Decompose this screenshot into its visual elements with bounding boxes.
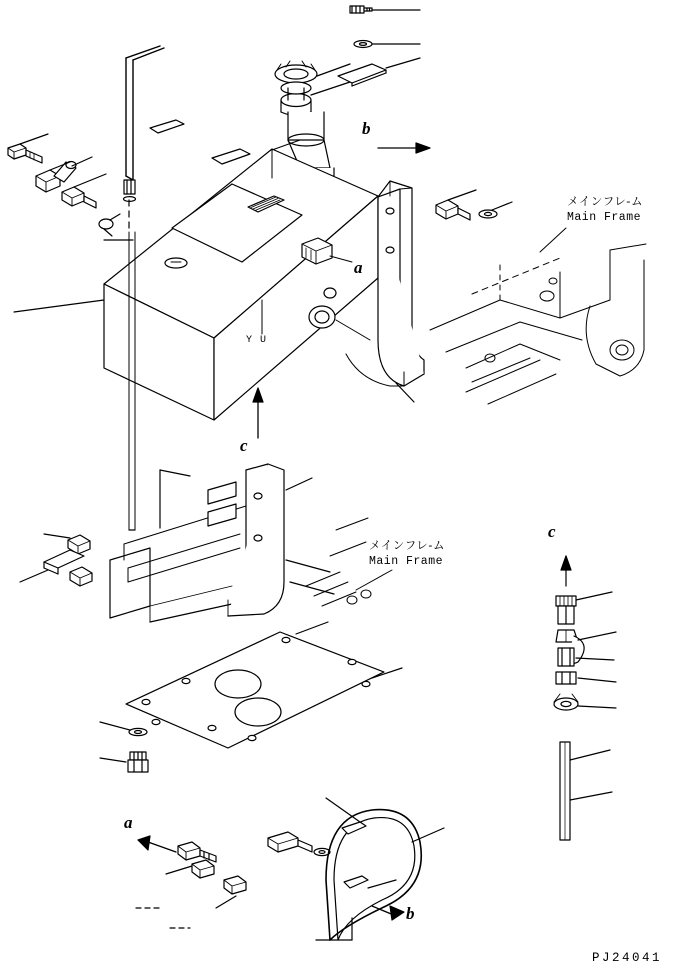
hydraulic-tank-body xyxy=(104,120,378,420)
bottom-hose-assembly xyxy=(136,798,444,940)
lower-mount-bracket xyxy=(110,464,334,622)
main-frame-lower-structure xyxy=(306,518,371,606)
main-frame-upper-jp: メインフレ-ム xyxy=(567,194,643,208)
main-frame-lower-en: Main Frame xyxy=(369,555,444,568)
callout-a-bottom: a xyxy=(124,813,133,832)
lower-left-nut-group xyxy=(20,534,92,586)
main-frame-lower-jp: メインフレ-ム xyxy=(369,538,445,552)
callout-c-middle: c xyxy=(240,436,248,455)
callout-c-right: c xyxy=(548,522,556,541)
upper-right-bolt-group xyxy=(436,190,512,220)
callout-b-bottom: b xyxy=(406,904,415,923)
main-frame-upper-structure xyxy=(430,244,646,404)
arrow-b-upper xyxy=(378,143,430,153)
view-mark-yu: Y U xyxy=(246,335,268,346)
right-vertical-assembly xyxy=(554,556,616,840)
arrow-c-upper xyxy=(253,388,263,438)
callout-b-top: b xyxy=(362,119,371,138)
callout-a-top: a xyxy=(354,258,363,277)
base-plate-bolt-group xyxy=(100,722,148,772)
filler-cap-assembly xyxy=(275,61,350,116)
main-frame-upper-en: Main Frame xyxy=(567,211,642,224)
top-bolt-assembly xyxy=(350,6,420,48)
tank-base-plate xyxy=(126,622,402,748)
drawing-number: PJ24041 xyxy=(592,951,663,965)
